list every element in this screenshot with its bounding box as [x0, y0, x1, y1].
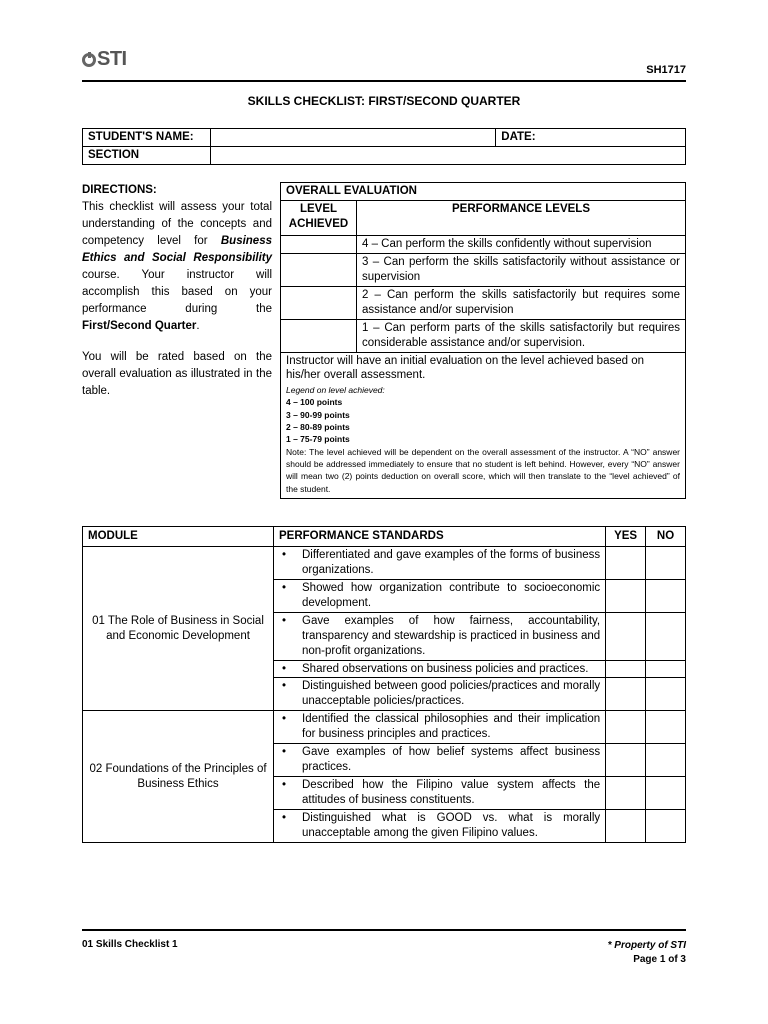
- date-label[interactable]: DATE:: [496, 129, 686, 147]
- student-name-label: STUDENT'S NAME:: [83, 129, 211, 147]
- modules-table: [82, 526, 686, 843]
- module-1-name: 01 The Role of Business in Social and Economic Development: [83, 546, 274, 710]
- page-title: SKILLS CHECKLIST: FIRST/SECOND QUARTER: [247, 94, 521, 108]
- standards-column-header: PERFORMANCE STANDARDS: [274, 527, 606, 547]
- student-name-field[interactable]: [210, 129, 495, 147]
- directions-paragraph-2: You will be rated based on the overall evaluation as illustrated in the table.: [82, 351, 272, 398]
- directions-text: This checklist will assess your total understanding of the concepts and competency level for: [82, 201, 272, 248]
- legend-label: Legend on level achieved:: [286, 385, 385, 396]
- yes-checkbox[interactable]: [606, 777, 646, 810]
- module-2-name: 02 Foundations of the Principles of Business Ethics: [83, 711, 274, 843]
- overall-evaluation-heading: OVERALL EVALUATION: [281, 183, 686, 201]
- level-3-box[interactable]: [281, 253, 357, 286]
- overall-evaluation-table: [280, 182, 686, 499]
- standard-text: Differentiated and gave examples of the forms of business organizations.: [302, 548, 601, 576]
- no-checkbox[interactable]: [646, 809, 686, 842]
- logo-text: STI: [97, 48, 127, 70]
- level-1-description: 1 – Can perform parts of the skills satisfactorily but requires considerable assistance and/or supervision.: [357, 319, 686, 352]
- table-row: [83, 546, 686, 579]
- bullet-icon: •: [282, 713, 287, 726]
- standard-text: Identified the classical philosophies and their implication for business principles and practices.: [302, 713, 601, 741]
- quarter-name: First/Second Quarter: [82, 320, 197, 333]
- standard-text: Distinguished what is GOOD vs. what is morally unacceptable among the given Filipino values.: [302, 811, 601, 839]
- bullet-icon: •: [282, 779, 287, 792]
- yes-checkbox[interactable]: [606, 744, 646, 777]
- footer-document-name: 01 Skills Checklist 1: [82, 939, 178, 950]
- standard-item: [274, 744, 606, 777]
- legend-item: 2 – 80-89 points: [286, 422, 350, 433]
- standard-item: [274, 678, 606, 711]
- no-checkbox[interactable]: [646, 612, 686, 660]
- level-2-box[interactable]: [281, 286, 357, 319]
- bullet-icon: •: [282, 614, 287, 627]
- standard-item: [274, 777, 606, 810]
- directions-paragraph-1: [82, 199, 272, 335]
- standard-text: Described how the Filipino value system affects the attitudes of business constituents.: [302, 779, 601, 806]
- level-4-description: 4 – Can perform the skills confidently without supervision: [357, 235, 686, 253]
- no-column-header: NO: [646, 527, 686, 547]
- property-notice: * Property of STI: [607, 940, 686, 951]
- legend-item: 4 – 100 points: [286, 397, 343, 408]
- header-rule: [82, 80, 686, 82]
- yes-checkbox[interactable]: [606, 711, 646, 744]
- no-checkbox[interactable]: [646, 744, 686, 777]
- level-3-description: 3 – Can perform the skills satisfactorily without assistance or supervision: [357, 253, 686, 286]
- standard-item: [274, 612, 606, 660]
- no-checkbox[interactable]: [646, 711, 686, 744]
- legend-item: 1 – 75-79 points: [286, 434, 350, 445]
- directions-heading: DIRECTIONS:: [82, 184, 157, 196]
- standard-text: Distinguished between good policies/practices and morally unacceptable policies/practices.: [302, 680, 601, 708]
- legend-item: 3 – 90-99 points: [286, 409, 350, 420]
- footer-rule: [82, 929, 686, 931]
- no-checkbox[interactable]: [646, 660, 686, 678]
- bullet-icon: •: [282, 680, 287, 693]
- standard-item: [274, 660, 606, 678]
- standard-item: [274, 546, 606, 579]
- student-info-table: [82, 128, 686, 165]
- instructor-note-cell: [281, 352, 686, 498]
- level-2-description: 2 – Can perform the skills satisfactorily but requires some assistance and/or supervision: [357, 286, 686, 319]
- standard-text: Shared observations on business policies and practices.: [302, 662, 589, 675]
- directions-text: course. Your instructor will accomplish this based on your performance during the: [82, 269, 272, 316]
- yes-checkbox[interactable]: [606, 546, 646, 579]
- module-column-header: MODULE: [83, 527, 274, 547]
- page-number: Page 1 of 3: [633, 954, 686, 965]
- no-checkbox[interactable]: [646, 546, 686, 579]
- instructor-note: Instructor will have an initial evaluation on the level achieved based on his/her overall assessment.: [286, 354, 644, 382]
- bullet-icon: •: [282, 662, 287, 675]
- bullet-icon: •: [282, 746, 287, 759]
- yes-checkbox[interactable]: [606, 660, 646, 678]
- table-row: [83, 711, 686, 744]
- yes-checkbox[interactable]: [606, 579, 646, 612]
- standard-text: Gave examples of how fairness, accountability, transparency and stewardship is practiced in business and non-profit organizations.: [302, 614, 601, 657]
- yes-checkbox[interactable]: [606, 809, 646, 842]
- yes-checkbox[interactable]: [606, 678, 646, 711]
- no-checkbox[interactable]: [646, 678, 686, 711]
- sti-logo: [82, 48, 127, 71]
- level-achieved-header: LEVEL ACHIEVED: [281, 200, 357, 235]
- level-1-box[interactable]: [281, 319, 357, 352]
- bullet-icon: •: [282, 811, 287, 824]
- section-label: SECTION: [83, 147, 211, 165]
- standard-item: [274, 809, 606, 842]
- performance-levels-header: PERFORMANCE LEVELS: [357, 200, 686, 235]
- section-field[interactable]: [210, 147, 685, 165]
- footer-right: [608, 939, 686, 967]
- standard-text: Showed how organization contribute to socioeconomic development.: [302, 581, 601, 609]
- yes-checkbox[interactable]: [606, 612, 646, 660]
- standard-text: Gave examples of how belief systems affect business practices.: [302, 746, 601, 774]
- sti-logo-icon: [82, 53, 96, 67]
- yes-column-header: YES: [606, 527, 646, 547]
- deduction-note: Note: The level achieved will be dependent on the overall assessment of the instructor. A “NO” answer should be addressed immediately to ensure that no student is left behind. However, every “NO” answer will mean two (2) points deduction on overall score, which will then translate to the “level achieved” of the student.: [286, 446, 680, 494]
- standard-item: [274, 579, 606, 612]
- directions-block: [82, 182, 272, 414]
- no-checkbox[interactable]: [646, 777, 686, 810]
- level-4-box[interactable]: [281, 235, 357, 253]
- no-checkbox[interactable]: [646, 579, 686, 612]
- directions-text: .: [196, 320, 200, 333]
- standard-item: [274, 711, 606, 744]
- bullet-icon: •: [282, 548, 287, 561]
- document-number: SH1717: [646, 64, 686, 76]
- course-name: Business Ethics and Social Responsibility: [82, 235, 272, 265]
- bullet-icon: •: [282, 581, 287, 594]
